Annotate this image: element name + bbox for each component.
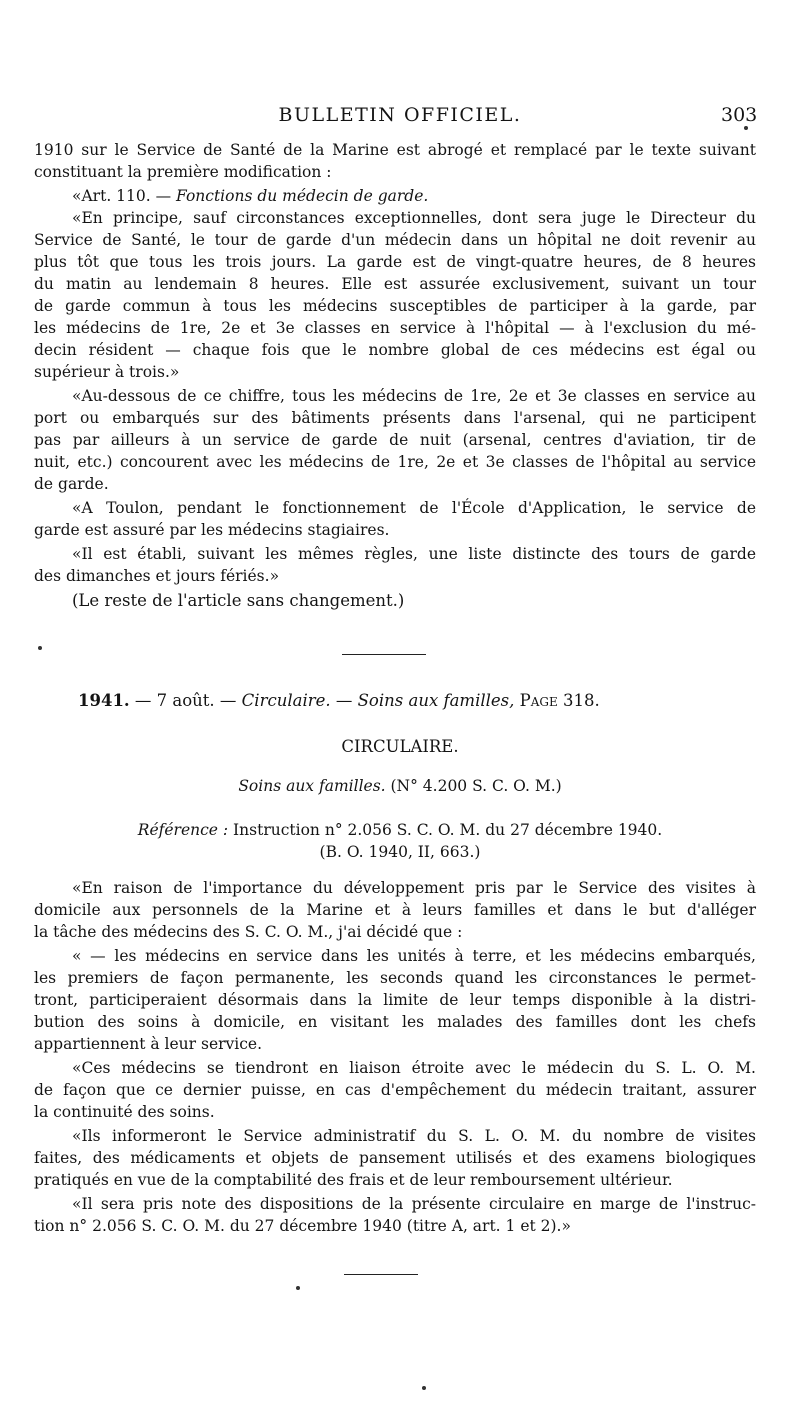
entry-heading <box>78 690 758 711</box>
print-speck <box>38 646 42 650</box>
text-line: Service de Santé, le tour de garde d'un médecin dans un hôpital ne doit revenir au <box>34 231 756 249</box>
text-line: des dimanches et jours fériés.» <box>34 567 280 585</box>
entry-sep: — <box>330 691 358 710</box>
text-line: decin résident — chaque fois que le nombre global de ces médecins est égal ou <box>34 341 756 359</box>
text-line: «Au-dessous de ce chiffre, tous les médecins de 1re, 2e et 3e classes en service au <box>72 387 756 405</box>
text-line: garde est assuré par les médecins stagiaires. <box>34 521 390 539</box>
circulaire-subtitle <box>0 776 800 797</box>
text-line: les premiers de façon permanente, les seconds quand les circonstances le permet- <box>34 969 756 987</box>
subtitle-ref: (N° 4.200 S. C. O. M.) <box>385 777 562 795</box>
text-line: «En raison de l'importance du développement pris par le Service des visites à <box>72 879 756 897</box>
text-line: pas par ailleurs à un service de garde de nuit (arsenal, centres d'aviation, tir de <box>34 431 756 449</box>
running-header: BULLETIN OFFICIEL. <box>278 104 522 126</box>
text-line: constituant la première modification : <box>34 163 332 181</box>
text-line: nuit, etc.) concourent avec les médecins de 1re, 2e et 3e classes de l'hôpital au service <box>34 453 756 471</box>
text-line: du matin au lendemain 8 heures. Elle est assurée exclusivement, suivant un tour <box>34 275 756 293</box>
text-line: faites, des médicaments et objets de pansement utilisés et des examens biologiques <box>34 1149 756 1167</box>
reference-line <box>0 820 800 841</box>
text-line: port ou embarqués sur des bâtiments présents dans l'arsenal, qui ne participent <box>34 409 756 427</box>
text-line: «Il est établi, suivant les mêmes règles, une liste distincte des tours de garde <box>72 545 756 563</box>
end-divider <box>344 1274 418 1275</box>
article-heading <box>72 186 756 207</box>
text-line: «A Toulon, pendant le fonctionnement de l'École d'Application, le service de <box>72 499 756 517</box>
reference-label: Référence : <box>137 821 234 839</box>
entry-kind: Circulaire. <box>241 691 331 710</box>
article-note: (Le reste de l'article sans changement.) <box>72 591 405 610</box>
text-line: tront, participeraient désormais dans la limite de leur temps disponible à la distri- <box>34 991 756 1009</box>
text-line: «Il sera pris note des dispositions de la présente circulaire en marge de l'instruc- <box>72 1195 756 1213</box>
text-line: pratiqués en vue de la comptabilité des frais et de leur remboursement ultérieur. <box>34 1171 673 1189</box>
text-line: « — les médecins en service dans les unités à terre, et les médecins embarqués, <box>72 947 756 965</box>
text-line: de façon que ce dernier puisse, en cas d'empêchement du médecin traitant, assurer <box>34 1081 756 1099</box>
text-line: domicile aux personnels de la Marine et à leurs familles et dans le but d'alléger <box>34 901 756 919</box>
text-line: de garde commun à tous les médecins susceptibles de participer à la garde, par <box>34 297 756 315</box>
entry-page-label: Page <box>514 691 564 710</box>
entry-page-ref: 318. <box>563 691 600 710</box>
text-line: de garde. <box>34 475 109 493</box>
entry-number: 1941. <box>78 691 130 710</box>
reference-bo: (B. O. 1940, II, 663.) <box>319 843 481 861</box>
subtitle-italic: Soins aux familles. <box>238 777 386 795</box>
reference-text: Instruction n° 2.056 S. C. O. M. du 27 décembre 1940. <box>233 821 663 839</box>
text-line: «En principe, sauf circonstances exceptionnelles, dont sera juge le Directeur du <box>72 209 756 227</box>
print-speck <box>422 1386 426 1390</box>
section-divider <box>342 654 426 655</box>
entry-date: — 7 août. — <box>129 691 242 710</box>
entry-subject: Soins aux familles, <box>357 691 515 710</box>
article-title: Fonctions du médecin de garde. <box>176 187 429 205</box>
text-line: plus tôt que tous les trois jours. La garde est de vingt-quatre heures, de 8 heures <box>34 253 756 271</box>
text-line: bution des soins à domicile, en visitant les malades des familles dont les chefs <box>34 1013 756 1031</box>
text-line: tion n° 2.056 S. C. O. M. du 27 décembre 1940 (titre A, art. 1 et 2).» <box>34 1217 571 1235</box>
print-speck <box>744 126 748 130</box>
article-number: «Art. 110. — <box>72 187 177 205</box>
text-line: 1910 sur le Service de Santé de la Marine est abrogé et remplacé par le texte suivant <box>34 141 756 159</box>
circulaire-heading: CIRCULAIRE. <box>341 737 459 756</box>
text-line: la tâche des médecins des S. C. O. M., j'ai décidé que : <box>34 923 463 941</box>
text-line: «Ils informeront le Service administratif du S. L. O. M. du nombre de visites <box>72 1127 756 1145</box>
text-line: la continuité des soins. <box>34 1103 215 1121</box>
text-line: «Ces médecins se tiendront en liaison étroite avec le médecin du S. L. O. M. <box>72 1059 756 1077</box>
text-line: supérieur à trois.» <box>34 363 180 381</box>
text-line: les médecins de 1re, 2e et 3e classes en service à l'hôpital — à l'exclusion du mé- <box>34 319 756 337</box>
text-line: appartiennent à leur service. <box>34 1035 263 1053</box>
print-speck <box>296 1286 300 1290</box>
page-number: 303 <box>721 104 758 126</box>
